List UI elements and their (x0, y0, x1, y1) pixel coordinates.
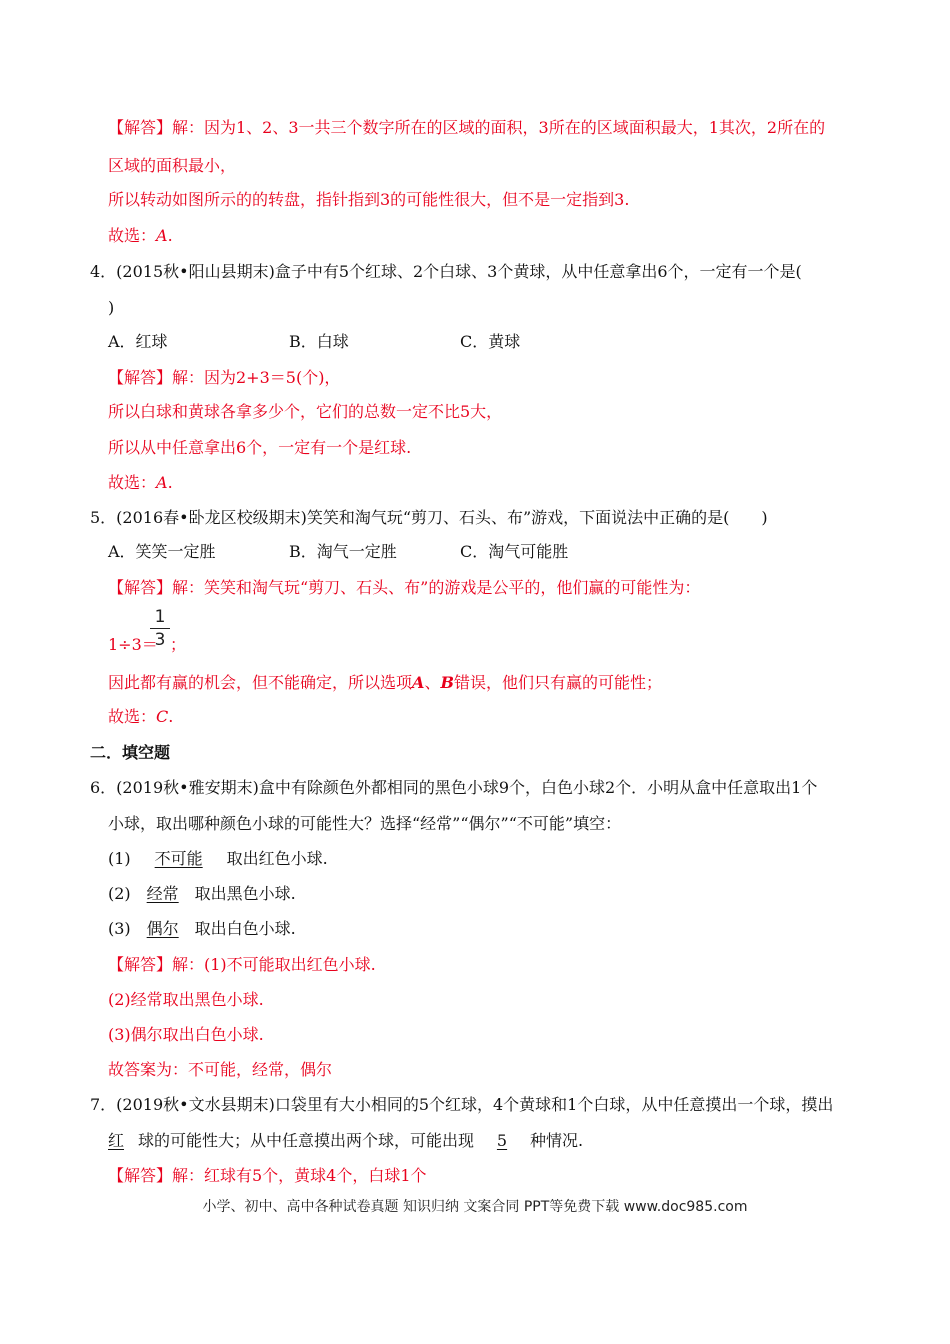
q5-stem: 5．(2016春•卧龙区校级期末)笑笑和淘气玩“剪刀、石头、布”游戏，下面说法中正确的是( ) (90, 508, 768, 527)
q6-stem-line1: 6．(2019秋•雅安期末)盒中有除颜色外都相同的黑色小球9个，白色小球2个．小明从盒中任意取出1个 (90, 778, 818, 797)
q6-item-1-blank: 不可能 (154, 849, 203, 868)
page-footer: 小学、初中、高中各种试卷真题 知识归纳 文案合同 PPT等免费下载 www.doc985.com (202, 1199, 748, 1215)
q5-option-b: B．淘气一定胜 (289, 542, 397, 561)
q4-stem-line1: 4．(2015秋•阳山县期末)盒子中有5个红球、2个白球、3个黄球，从中任意拿出6个，一定有一个是( (90, 262, 802, 281)
q6-item-2-blank: 经常 (146, 884, 179, 903)
q5-fraction-numerator: 1 (154, 607, 166, 627)
q5-fraction-bar (150, 628, 170, 629)
q3-answer-line1: 【解答】解：因为1、2、3一共三个数字所在的区域的面积，3所在的区域面积最大，1其次，2所在的 (108, 118, 826, 137)
q4-answer-line1: 【解答】解：因为2+3＝5(个)， (108, 368, 341, 387)
q6-stem-line2: 小球，取出哪种颜色小球的可能性大？选择“经常”“偶尔”“不可能”填空： (108, 814, 622, 833)
q5-answer-line1: 【解答】解：笑笑和淘气玩“剪刀、石头、布”的游戏是公平的，他们赢的可能性为： (108, 578, 701, 597)
q3-answer-line2: 区域的面积最小， (108, 156, 237, 175)
q7-blank-1: 红 (108, 1131, 125, 1150)
q5-fraction-denominator: 3 (154, 630, 166, 650)
q6-item-1 (108, 848, 328, 870)
q4-choice-letter: A (156, 473, 168, 492)
q6-answer-line2: (2)经常取出黑色小球. (108, 990, 264, 1009)
q4-choice-suffix: . (167, 473, 173, 492)
q5-answer-line3-end: 错误，他们只有赢的可能性； (453, 673, 662, 692)
q4-answer-line3: 所以从中任意拿出6个，一定有一个是红球. (108, 438, 412, 457)
q6-item-3-blank: 偶尔 (146, 919, 179, 938)
q4-choice (108, 472, 173, 494)
q5-calc-suffix: ； (170, 635, 187, 654)
q4-option-b: B．白球 (289, 332, 349, 351)
q5-choice-letter: C (156, 707, 169, 726)
q7-stem-line1: 7．(2019秋•文水县期末)口袋里有大小相同的5个红球，4个黄球和1个白球，从中任意摸出一个球，摸出 (90, 1095, 834, 1114)
q3-choice (108, 225, 173, 247)
q5-answer-line3 (108, 672, 662, 694)
section-title-fill-in: 二．填空题 (90, 743, 171, 762)
q6-item-1-text: 取出红色小球. (226, 849, 328, 868)
q4-stem-line2: ) (108, 298, 115, 317)
q5-option-letter-a: A (412, 673, 425, 692)
q6-item-2 (108, 883, 296, 905)
q6-item-3-num: (3) (108, 919, 131, 938)
q5-answer-sep: 、 (424, 673, 441, 692)
q7-mid-text: 球的可能性大；从中任意摸出两个球，可能出现 (138, 1131, 475, 1150)
q4-answer-line2: 所以白球和黄球各拿多少个，它们的总数一定不比5大， (108, 402, 503, 421)
q7-end-text: 种情况. (530, 1131, 584, 1150)
q4-option-a: A．红球 (108, 332, 168, 351)
q6-answer-line1: 【解答】解：(1)不可能取出红色小球. (108, 955, 376, 974)
q5-calc-prefix: 1÷3＝ (108, 635, 158, 654)
q3-answer-line3: 所以转动如图所示的的转盘，指针指到3的可能性很大，但不是一定指到3. (108, 190, 630, 209)
q5-option-a: A．笑笑一定胜 (108, 542, 216, 561)
q4-option-c: C．黄球 (460, 332, 521, 351)
q6-item-3 (108, 918, 296, 940)
q6-item-2-num: (2) (108, 884, 131, 903)
q5-fraction (150, 607, 170, 650)
q5-option-letter-b: B (440, 673, 454, 692)
q6-item-2-text: 取出黑色小球. (194, 884, 296, 903)
q3-choice-letter: A (156, 226, 168, 245)
q5-choice (108, 706, 173, 728)
q3-choice-prefix: 故选： (108, 226, 157, 245)
q6-item-1-num: (1) (108, 849, 131, 868)
q6-answer-line3: (3)偶尔取出白色小球. (108, 1025, 264, 1044)
q5-choice-prefix: 故选： (108, 707, 157, 726)
q7-blank-2: 5 (496, 1131, 508, 1150)
q7-answer-line1: 【解答】解：红球有5个，黄球4个，白球1个 (108, 1166, 427, 1185)
q6-answer-line4: 故答案为：不可能，经常，偶尔 (108, 1060, 333, 1079)
q5-choice-suffix: . (168, 707, 174, 726)
q4-choice-prefix: 故选： (108, 473, 157, 492)
q3-choice-suffix: . (167, 226, 173, 245)
q6-item-3-text: 取出白色小球. (194, 919, 296, 938)
q5-option-c: C．淘气可能胜 (460, 542, 569, 561)
q7-stem-line2 (108, 1130, 583, 1152)
q5-answer-line3-start: 因此都有赢的机会，但不能确定，所以选项 (108, 673, 413, 692)
